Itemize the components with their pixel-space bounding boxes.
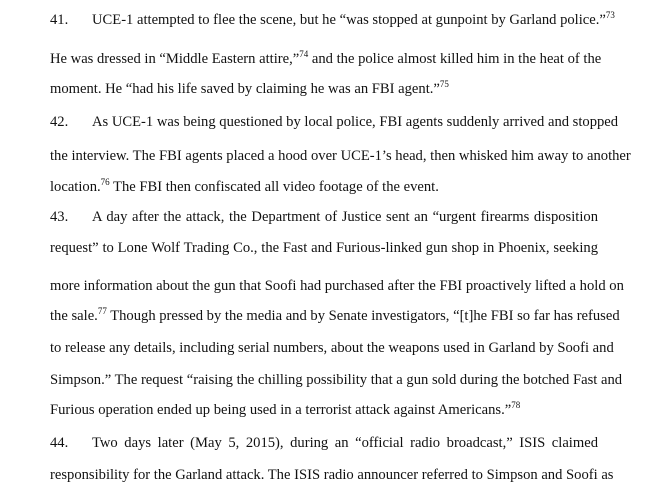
- text-segment: the interview. The FBI agents placed a hood over UCE-1’s head, then whisked him away to another: [50, 148, 631, 164]
- footnote-reference: 75: [439, 79, 449, 89]
- paragraph-line: [50, 400, 598, 420]
- paragraph-line: [50, 79, 598, 99]
- paragraph-first-line: [50, 207, 598, 227]
- text-segment: the sale.: [50, 308, 98, 324]
- paragraph-number: 42.: [50, 114, 69, 130]
- text-segment: location.: [50, 179, 101, 195]
- paragraph-line: [50, 370, 623, 390]
- text-segment: Two days later (May 5, 2015), during an “official radio broadcast,” ISIS claimed: [92, 435, 598, 451]
- paragraph-first-line: [50, 112, 619, 132]
- text-segment: As UCE-1 was being questioned by local police, FBI agents suddenly arrived and stopped: [92, 114, 619, 130]
- footnote-reference: 76: [100, 177, 110, 187]
- paragraph-line: [50, 276, 624, 296]
- text-segment: A day after the attack, the Department of Justice sent an “urgent firearms disposition: [92, 209, 598, 225]
- footnote-reference: 77: [97, 306, 107, 316]
- line-text: [92, 209, 598, 225]
- text-segment: to release any details, including serial numbers, about the weapons used in Garland by Soofi and: [50, 340, 614, 356]
- text-segment: The FBI then confiscated all video footage of the event.: [109, 179, 439, 195]
- text-segment: moment. He “had his life saved by claiming he was an FBI agent.”: [50, 81, 440, 97]
- footnote-reference: 73: [605, 10, 615, 20]
- line-text: [92, 12, 615, 28]
- text-segment: Furious operation ended up being used in a terrorist attack against Americans.”: [50, 402, 512, 418]
- paragraph-line: [50, 338, 614, 358]
- text-segment: request” to Lone Wolf Trading Co., the Fast and Furious-linked gun shop in Phoenix, seeking: [50, 240, 598, 256]
- paragraph-number: 41.: [50, 12, 69, 28]
- paragraph-line: [50, 465, 614, 485]
- paragraph-number: 43.: [50, 209, 69, 225]
- footnote-reference: 74: [299, 49, 309, 59]
- text-segment: more information about the gun that Soofi had purchased after the FBI proactively lifted a hold on: [50, 278, 624, 294]
- text-segment: Simpson.” The request “raising the chilling possibility that a gun sold during the botched Fast and: [50, 372, 623, 388]
- text-segment: Though pressed by the media and by Senate investigators, “[t]he FBI so far has refused: [106, 308, 620, 324]
- paragraph-line: [50, 177, 598, 197]
- paragraph-number: 44.: [50, 435, 69, 451]
- line-text: [92, 114, 618, 130]
- text-segment: and the police almost killed him in the heat of the: [308, 51, 602, 67]
- footnote-reference: 78: [511, 400, 521, 410]
- paragraph-line: [50, 49, 602, 69]
- paragraph-line: [50, 306, 620, 326]
- paragraph-first-line: [50, 10, 615, 30]
- paragraph-first-line: [50, 433, 598, 453]
- text-segment: He was dressed in “Middle Eastern attire,”: [50, 51, 300, 67]
- text-segment: responsibility for the Garland attack. The ISIS radio announcer referred to Simpson and Soofi as: [50, 467, 614, 483]
- paragraph-line: [50, 146, 631, 166]
- text-segment: UCE-1 attempted to flee the scene, but he “was stopped at gunpoint by Garland police.”: [92, 12, 606, 28]
- paragraph-line: [50, 238, 598, 258]
- line-text: [92, 435, 598, 451]
